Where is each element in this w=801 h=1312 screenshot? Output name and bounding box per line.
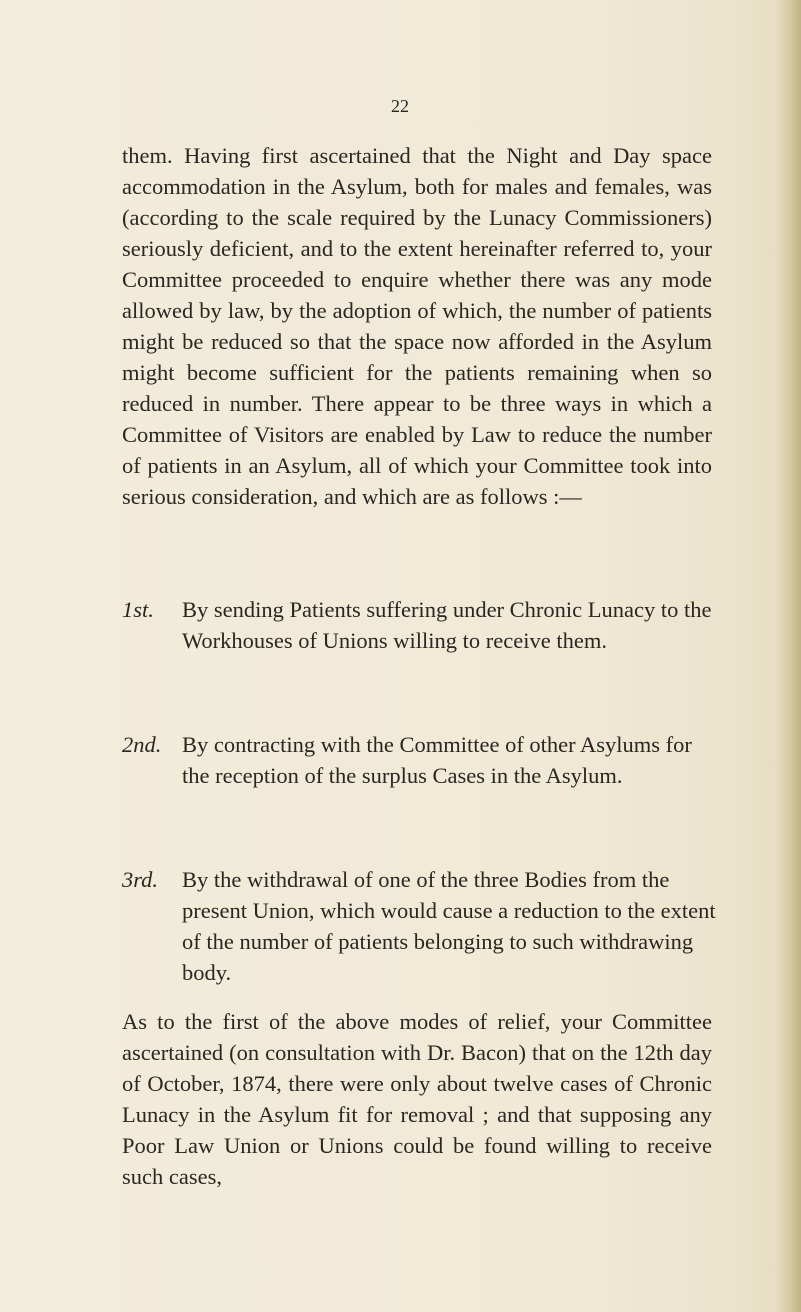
paragraph-relief: As to the first of the above modes of relief, your Committee ascertained (on consultation with Dr. Bacon) that on the 12th day of October, 1874, there were only about twelve cases of Chronic Lunacy in the Asylum fit for removal ; and that supposing any Poor Law Union or Unions could be found willing to receive such cases,	[122, 1009, 712, 1189]
list-item-label: 2nd.	[122, 732, 162, 757]
page-edge-shadow	[777, 0, 801, 1312]
list-item-text: By the withdrawal of one of the three Bodies from the present Union, which would cause a reduction to the extent of the number of patients belonging to such withdrawing body.	[182, 867, 716, 985]
paragraph-intro: them. Having first ascertained that the Night and Day space accommodation in the Asylum, both for males and females, was (according to the scale required by the Lunacy Commissioners) seriously deficient, and to the extent hereinafter referred to, your Committee proceeded to enquire whether there was any mode allowed by law, by the adoption of which, the number of patients might be reduced so that the space now afforded in the Asylum might become sufficient for the patients remaining when so reduced in number. There appear to be three ways in which a Committee of Visitors are enabled by Law to reduce the number of patients in an Asylum, all of which your Committee took into serious consideration, and which are as follows :—	[122, 143, 712, 509]
page-number: 22	[391, 96, 409, 116]
list-item-label: 1st.	[122, 597, 154, 622]
list-item-text: By sending Patients suffering under Chronic Lunacy to the Workhouses of Unions willing to receive them.	[182, 597, 712, 653]
list-item-label: 3rd.	[122, 867, 159, 892]
list-item-text: By contracting with the Committee of other Asylums for the reception of the surplus Cases in the Asylum.	[182, 732, 692, 788]
